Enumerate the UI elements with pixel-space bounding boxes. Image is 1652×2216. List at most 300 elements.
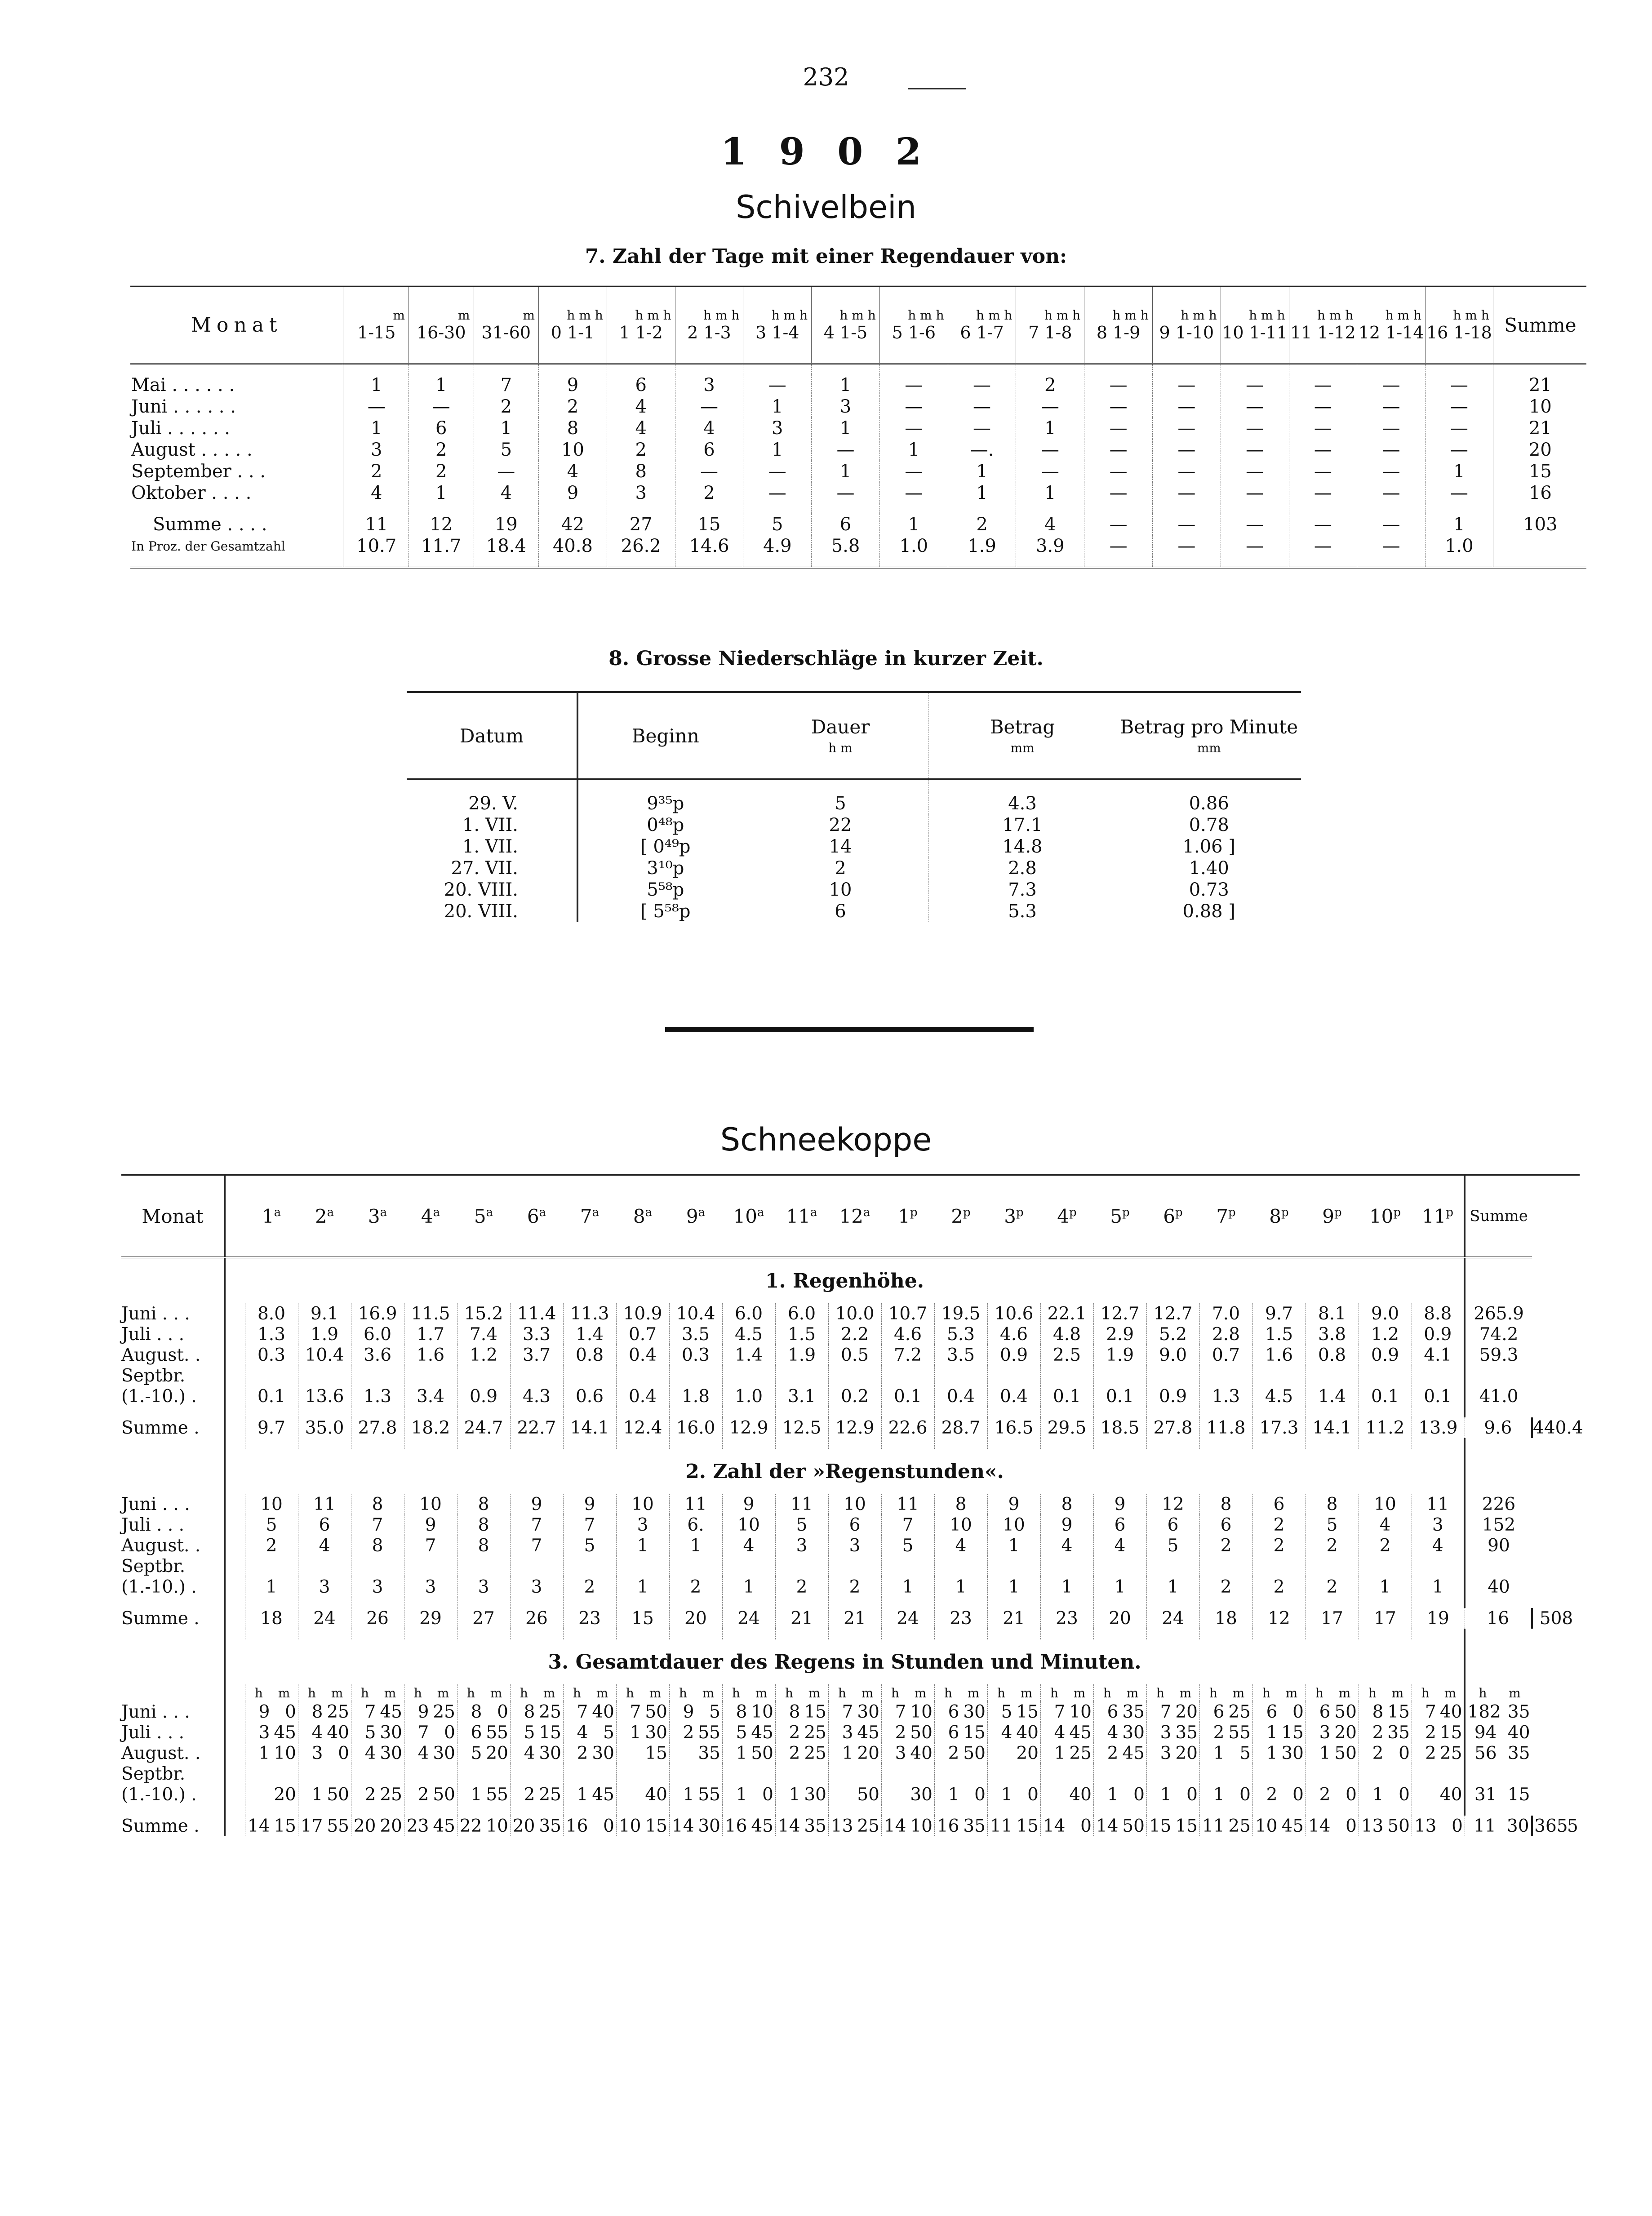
ts-cell: 3.5 <box>934 1345 987 1365</box>
t8-header-pro-minute: Betrag pro Minute mm <box>1117 692 1301 779</box>
ts-spacer-cell <box>351 1438 404 1449</box>
ts-cell: 1.3 <box>1199 1386 1252 1407</box>
ts-duration-cell <box>828 1722 881 1743</box>
ts-spacer-cell <box>510 1438 563 1449</box>
t7-spacer-cell <box>812 504 880 514</box>
ts-hours-value: 7 <box>895 1701 906 1722</box>
ts-hours-value: 15 <box>1149 1816 1172 1836</box>
ts-minutes-value: 0 <box>603 1816 614 1836</box>
ts-hours-value: 5 <box>1001 1701 1013 1722</box>
ts-cell: 1.3 <box>351 1386 404 1407</box>
ts-spacer-cell <box>828 1805 881 1816</box>
t7-percent-cell: — <box>1357 535 1426 557</box>
ts-cell <box>775 1365 828 1386</box>
ts-summe-cell: 11.2 <box>1359 1417 1412 1438</box>
ts-minutes-value: 35 <box>1175 1722 1198 1743</box>
ts-hours-value: 16 <box>937 1816 959 1836</box>
ts-hour-number: 2 <box>315 1205 327 1227</box>
ts-cell: 9.7 <box>1252 1303 1306 1324</box>
t7-cell: 1 <box>948 482 1016 504</box>
t7-cell: 5 <box>474 439 539 461</box>
ts-cell: 4 <box>1093 1535 1146 1556</box>
ts-cell: 2 <box>1199 1577 1252 1597</box>
t7-summe-cell: 12 <box>409 514 474 535</box>
t7-month-label: August . . . . . <box>130 439 344 461</box>
ts-hours-value: 8 <box>311 1701 323 1722</box>
ts-minutes-value: 0 <box>1186 1784 1198 1805</box>
ts-summe-cell: 23 <box>1040 1608 1093 1629</box>
ts-cell: 1 <box>1040 1577 1093 1597</box>
ts-minutes-value: 0 <box>1346 1784 1357 1805</box>
ts-summe-cell: 12 <box>1252 1608 1306 1629</box>
ts-cell: 10 <box>404 1494 457 1514</box>
ts-minutes-value: 40 <box>1016 1722 1039 1743</box>
t7-header-range: 11 1-12 <box>1290 322 1356 342</box>
ts-spacer-cell <box>1412 1805 1465 1816</box>
ts-spacer-cell <box>1040 1597 1093 1608</box>
ts-minutes-value: 15 <box>645 1816 667 1836</box>
ts-cell: 1.6 <box>404 1345 457 1365</box>
ts-cell: 2.9 <box>1093 1324 1146 1345</box>
ts-cell: 0.9 <box>457 1386 510 1407</box>
ts-cell: 1 <box>669 1535 722 1556</box>
t7-cell: 1 <box>409 482 474 504</box>
ts-hour-number: 3 <box>1004 1205 1017 1227</box>
t7-spacer-cell <box>1289 364 1357 375</box>
t7-spacer-cell <box>743 504 812 514</box>
t7-cell: — <box>879 482 948 504</box>
ts-row-sum <box>1465 1784 1532 1805</box>
ts-cell: 0.3 <box>669 1345 722 1365</box>
ts-spacer-cell <box>669 1629 722 1639</box>
t8-cell-datum: 1. VII. <box>407 836 577 857</box>
ts-cell: 2 <box>1252 1535 1306 1556</box>
ts-spacer-cell <box>1412 1407 1465 1417</box>
ts-cell: 10.9 <box>616 1303 669 1324</box>
ts-hour-suffix: a <box>810 1205 817 1219</box>
ts-cell: 9 <box>1093 1494 1146 1514</box>
ts-duration-cell <box>1146 1763 1199 1784</box>
ts-hour-number: 2 <box>951 1205 964 1227</box>
ts-cell: 4 <box>1359 1514 1412 1535</box>
ts-cell <box>563 1365 616 1386</box>
ts-minutes-value: 45 <box>857 1722 879 1743</box>
ts-cell: 9 <box>404 1514 457 1535</box>
t7-percent-cell: 18.4 <box>474 535 539 557</box>
ts-hours-value: 2 <box>1213 1722 1225 1743</box>
ts-spacer-cell <box>225 1438 245 1449</box>
t8-cell-beginn: 0⁴⁸p <box>577 814 753 836</box>
ts-spacer-cell <box>934 1407 987 1417</box>
t8-cell-betrag: 2.8 <box>928 857 1117 879</box>
ts-cell: 0.9 <box>987 1345 1040 1365</box>
ts-cell <box>351 1365 404 1386</box>
ts-header-hour <box>1306 1175 1359 1257</box>
ts-cell: 9.0 <box>1359 1303 1412 1324</box>
ts-duration-cell <box>1359 1701 1412 1722</box>
ts-minutes-value: 0 <box>1346 1816 1357 1836</box>
ts-minutes-value: 0 <box>444 1722 455 1743</box>
ts-spacer-cell <box>616 1597 669 1608</box>
ts-minutes-value: 15 <box>645 1743 667 1763</box>
ts-summe-cell: 26 <box>510 1608 563 1629</box>
ts-cell: 2 <box>245 1535 298 1556</box>
ts-gap-cell <box>225 1608 245 1629</box>
ts-hm-unit <box>510 1684 563 1701</box>
ts-spacer-cell <box>1306 1805 1359 1816</box>
ts-duration-cell <box>616 1701 669 1722</box>
ts-spacer-cell <box>298 1597 351 1608</box>
t7-cell: 9 <box>539 374 607 396</box>
ts-summe-cell: 18.5 <box>1093 1417 1146 1438</box>
ts-minutes-value: 30 <box>857 1701 879 1722</box>
ts-summe-cell: 28.7 <box>934 1417 987 1438</box>
t7-spacer-row <box>130 557 1586 568</box>
ts-duration-cell <box>1093 1784 1146 1805</box>
ts-summe-cell: 24 <box>881 1608 934 1629</box>
ts-cell: 7 <box>881 1514 934 1535</box>
ts-section-sum-cell <box>1465 1257 1532 1303</box>
ts-hours-value: 1 <box>789 1784 800 1805</box>
ts-cell: 3 <box>351 1577 404 1597</box>
ts-gap-cell <box>225 1784 245 1805</box>
ts-summe-cell: 17 <box>1359 1608 1412 1629</box>
ts-cell: 3 <box>775 1535 828 1556</box>
ts-cell: 0.2 <box>828 1386 881 1407</box>
ts-summe-cell: 35.0 <box>298 1417 351 1438</box>
ts-hours-value: 16 <box>565 1816 588 1836</box>
ts-duration-cell <box>934 1722 987 1743</box>
ts-cell <box>1359 1365 1412 1386</box>
t7-cell: — <box>1221 461 1289 482</box>
t8-cell-pro-minute: 1.40 <box>1189 858 1229 879</box>
ts-minutes-value: 25 <box>1228 1816 1251 1836</box>
ts-minutes-value: 0 <box>762 1784 773 1805</box>
ts-cell <box>1040 1556 1093 1577</box>
t7-row-sum: 21 <box>1493 417 1586 439</box>
ts-duration-cell <box>616 1763 669 1784</box>
ts-minutes-value: 50 <box>645 1701 667 1722</box>
ts-cell <box>1252 1556 1306 1577</box>
ts-hm-h: h <box>1479 1685 1487 1701</box>
ts-cell <box>722 1365 775 1386</box>
ts-cell: 4 <box>934 1535 987 1556</box>
ts-cell: 6 <box>1252 1494 1306 1514</box>
ts-spacer-cell <box>1465 1629 1532 1639</box>
t7-cell: — <box>1152 374 1221 396</box>
t7-month-label: Juli . . . . . . <box>130 417 344 439</box>
t7-header-duration <box>1426 286 1494 364</box>
ts-hm-h: h <box>1262 1685 1270 1701</box>
ts-cell <box>1252 1365 1306 1386</box>
ts-hm-m: m <box>1232 1685 1245 1701</box>
ts-gap-cell <box>225 1386 245 1407</box>
ts-section-label-cell <box>121 1449 225 1494</box>
t7-cell: — <box>1084 461 1153 482</box>
ts-duration-cell <box>669 1701 722 1722</box>
ts-hours-value: 6 <box>1266 1701 1278 1722</box>
ts-minutes-value: 50 <box>1387 1816 1410 1836</box>
ts-header-hour <box>987 1175 1040 1257</box>
ts-row-sum <box>1465 1365 1532 1386</box>
ts-cell: 2 <box>775 1577 828 1597</box>
ts-hm-unit <box>404 1684 457 1701</box>
t7-spacer-cell <box>474 364 539 375</box>
t7-spacer-cell <box>1357 557 1426 568</box>
ts-month-label: Septbr. <box>121 1365 225 1386</box>
ts-hour-number: 5 <box>1110 1205 1123 1227</box>
ts-minutes-value: 5 <box>709 1701 720 1722</box>
ts-duration-cell <box>1146 1701 1199 1722</box>
ts-minutes-value: 0 <box>285 1701 296 1722</box>
t7-cell: 4 <box>675 417 743 439</box>
ts-spacer-row <box>121 1629 1580 1639</box>
t7-summe-total: 103 <box>1493 514 1586 535</box>
ts-cell: 0.8 <box>1306 1345 1359 1365</box>
t7-header-unit: h m h <box>1181 307 1217 323</box>
ts-hour-suffix: a <box>380 1205 387 1219</box>
ts-spacer-cell <box>1412 1597 1465 1608</box>
ts-cell: 5 <box>563 1535 616 1556</box>
t7-summe-cell: — <box>1084 514 1153 535</box>
ts-hour-number: 9 <box>1322 1205 1335 1227</box>
t7-cell: — <box>812 482 880 504</box>
ts-minutes-value: 15 <box>1439 1722 1462 1743</box>
ts-hours-value: 10 <box>618 1816 641 1836</box>
ts-cell: 0.1 <box>1412 1386 1465 1407</box>
ts-hours-value: 14 <box>777 1816 800 1836</box>
ts-spacer-cell <box>616 1438 669 1449</box>
ts-hours-value: 1 <box>311 1784 323 1805</box>
ts-hours-value: 7 <box>630 1701 641 1722</box>
ts-spacer-cell <box>510 1597 563 1608</box>
ts-cell: 9.0 <box>1146 1345 1199 1365</box>
ts-duration-cell <box>722 1743 775 1763</box>
ts-hm-m: m <box>437 1685 449 1701</box>
ts-summe-cell <box>1359 1816 1412 1836</box>
ts-duration-cell <box>1252 1763 1306 1784</box>
ts-duration-cell <box>1412 1784 1465 1805</box>
ts-minutes-value: 55 <box>486 1722 508 1743</box>
ts-minutes-value: 25 <box>327 1701 349 1722</box>
ts-minutes-value: 30 <box>804 1784 826 1805</box>
ts-summe-cell: 27.8 <box>351 1417 404 1438</box>
ts-summe-cell: 15 <box>616 1608 669 1629</box>
t8-header-datum: Datum <box>407 692 577 779</box>
ts-hm-m: m <box>649 1685 662 1701</box>
ts-spacer-cell <box>722 1597 775 1608</box>
t7-spacer-cell <box>1221 364 1289 375</box>
ts-cell: 3.7 <box>510 1345 563 1365</box>
ts-hm-unit <box>1146 1684 1199 1701</box>
t7-spacer-cell <box>130 557 344 568</box>
ts-spacer-cell <box>1252 1438 1306 1449</box>
ts-minutes-value: 50 <box>910 1722 933 1743</box>
ts-summe-cell: 13.9 <box>1412 1417 1465 1438</box>
ts-minutes-value: 15 <box>1507 1784 1530 1805</box>
ts-cell: 9 <box>722 1494 775 1514</box>
ts-spacer-cell <box>457 1629 510 1639</box>
ts-cell <box>669 1365 722 1386</box>
ts-cell: 3 <box>510 1577 563 1597</box>
ts-spacer-row <box>121 1407 1580 1417</box>
ts-minutes-value: 45 <box>1122 1743 1145 1763</box>
ts-cell: 22.1 <box>1040 1303 1093 1324</box>
ts-cell <box>298 1556 351 1577</box>
t8-cell-betrag: 14.8 <box>928 836 1117 857</box>
ts-spacer-cell <box>934 1438 987 1449</box>
t7-header-unit: h m h <box>1385 307 1422 323</box>
t7-spacer-cell <box>344 364 409 375</box>
t7-month-row <box>130 374 1586 396</box>
ts-hours-value: 365 <box>1534 1816 1568 1836</box>
t7-header-duration <box>344 286 409 364</box>
ts-duration-cell <box>245 1743 298 1763</box>
ts-cell: 10 <box>828 1494 881 1514</box>
ts-cell: 11 <box>298 1494 351 1514</box>
ts-summe-label: Summe . <box>121 1417 225 1438</box>
ts-hours-value: 1 <box>1213 1784 1225 1805</box>
ts-spacer-cell <box>1199 1805 1252 1816</box>
ts-hm-h: h <box>1209 1685 1217 1701</box>
ts-minutes-value: 35 <box>804 1816 826 1836</box>
ts-cell <box>457 1365 510 1386</box>
t7-month-label: September . . . <box>130 461 344 482</box>
ts-duration-cell <box>510 1722 563 1743</box>
ts-cell: 16.9 <box>351 1303 404 1324</box>
t7-cell: — <box>409 396 474 417</box>
t7-spacer-cell <box>675 504 743 514</box>
ts-cell: 7.2 <box>881 1345 934 1365</box>
ts-cell: 11 <box>669 1494 722 1514</box>
ts-section-sum-cell <box>1465 1449 1532 1494</box>
ts-hours-value: 1 <box>683 1784 694 1805</box>
ts-duration-cell <box>351 1743 404 1763</box>
ts-spacer-cell <box>1306 1629 1359 1639</box>
t7-cell: — <box>1221 482 1289 504</box>
ts-hour-number: 6 <box>1163 1205 1176 1227</box>
ts-header-summe: Summe <box>1465 1175 1532 1257</box>
ts-minutes-value: 0 <box>1292 1784 1304 1805</box>
ts-hour-number: 4 <box>1057 1205 1070 1227</box>
ts-hour-suffix: p <box>1393 1205 1401 1219</box>
t7-percent-row <box>130 535 1586 557</box>
ts-hours-value: 13 <box>1414 1816 1437 1836</box>
ts-spacer-cell <box>1465 1805 1532 1816</box>
t7-cell: 1 <box>812 417 880 439</box>
t7-header-summe: Summe <box>1493 286 1586 364</box>
ts-hours-value: 2 <box>1372 1743 1384 1763</box>
ts-spacer-cell <box>1146 1438 1199 1449</box>
ts-month-label: August. . <box>121 1535 225 1556</box>
ts-spacer-cell <box>1359 1805 1412 1816</box>
ts-row-sum: 265.9 <box>1465 1303 1532 1324</box>
t8-cell-beginn: 9³⁵p <box>577 793 753 814</box>
ts-summe-cell <box>351 1816 404 1836</box>
ts-duration-cell <box>298 1763 351 1784</box>
ts-spacer-cell <box>351 1629 404 1639</box>
ts-cell <box>881 1365 934 1386</box>
ts-hm-h: h <box>679 1685 687 1701</box>
ts-minutes-value: 0 <box>1399 1784 1410 1805</box>
ts-hour-suffix: p <box>1228 1205 1236 1219</box>
t7-cell: 1 <box>344 417 409 439</box>
ts-summe-cell: 14.1 <box>563 1417 616 1438</box>
ts-cell: 6 <box>828 1514 881 1535</box>
ts-minutes-value: 45 <box>274 1722 296 1743</box>
t7-row-sum: 20 <box>1493 439 1586 461</box>
ts-spacer-cell <box>1465 1407 1532 1417</box>
ts-hours-value: 1 <box>630 1722 641 1743</box>
ts-hour-number: 6 <box>527 1205 539 1227</box>
ts-minutes-value: 30 <box>539 1743 561 1763</box>
ts-spacer-cell <box>828 1629 881 1639</box>
ts-duration-cell <box>722 1701 775 1722</box>
ts-hours-value: 13 <box>1361 1816 1384 1836</box>
ts-spacer-cell <box>1146 1407 1199 1417</box>
ts-spacer-cell <box>1252 1805 1306 1816</box>
ts-duration-cell <box>1359 1784 1412 1805</box>
t7-header-unit: h m h <box>1112 307 1149 323</box>
t7-cell: — <box>675 461 743 482</box>
t7-cell: 1 <box>1016 417 1084 439</box>
ts-summe-cell <box>1093 1816 1146 1836</box>
ts-spacer-cell <box>1093 1629 1146 1639</box>
ts-hours-value: 5 <box>736 1722 747 1743</box>
ts-summe-cell: 22.6 <box>881 1417 934 1438</box>
ts-minutes-value: 30 <box>380 1722 402 1743</box>
ts-hours-value: 4 <box>1107 1722 1119 1743</box>
t7-cell: —. <box>948 439 1016 461</box>
ts-cell: 1 <box>987 1535 1040 1556</box>
ts-minutes-value: 5 <box>603 1722 614 1743</box>
ts-hm-unit-row <box>121 1684 1580 1701</box>
ts-summe-total: 440.4 <box>1533 1417 1583 1438</box>
ts-spacer-cell <box>987 1805 1040 1816</box>
ts-cell: 3 <box>828 1535 881 1556</box>
ts-duration-cell <box>404 1784 457 1805</box>
t7-spacer-cell <box>130 504 344 514</box>
ts-hm-m: m <box>808 1685 821 1701</box>
t7-cell: — <box>1221 439 1289 461</box>
ts-spacer-cell <box>404 1438 457 1449</box>
ts-cell: 5 <box>881 1535 934 1556</box>
ts-spacer-cell <box>457 1597 510 1608</box>
ts-minutes-value: 20 <box>857 1743 879 1763</box>
ts-cell: 7 <box>510 1535 563 1556</box>
ts-cell: 6 <box>1199 1514 1252 1535</box>
ts-cell: 3 <box>616 1514 669 1535</box>
ts-hm-h: h <box>944 1685 952 1701</box>
t8-cell-betrag: 17.1 <box>928 814 1117 836</box>
ts-cell: 0.9 <box>1146 1386 1199 1407</box>
ts-hours-value: 4 <box>1001 1722 1013 1743</box>
ts-hm-h: h <box>1315 1685 1323 1701</box>
ts-minutes-value: 45 <box>751 1816 773 1836</box>
ts-cell: 1.6 <box>1252 1345 1306 1365</box>
ts-row-sum: 59.3 <box>1465 1345 1532 1365</box>
t7-cell: — <box>1357 482 1426 504</box>
t7-percent-cell: — <box>1152 535 1221 557</box>
ts-spacer-cell <box>775 1805 828 1816</box>
ts-header-gap <box>225 1175 245 1257</box>
t7-header-duration <box>1152 286 1221 364</box>
ts-minutes-value: 45 <box>592 1784 614 1805</box>
ts-cell: 3 <box>457 1577 510 1597</box>
ts-hm-unit <box>1359 1684 1412 1701</box>
ts-spacer-cell <box>775 1597 828 1608</box>
ts-minutes-value: 25 <box>1228 1701 1251 1722</box>
